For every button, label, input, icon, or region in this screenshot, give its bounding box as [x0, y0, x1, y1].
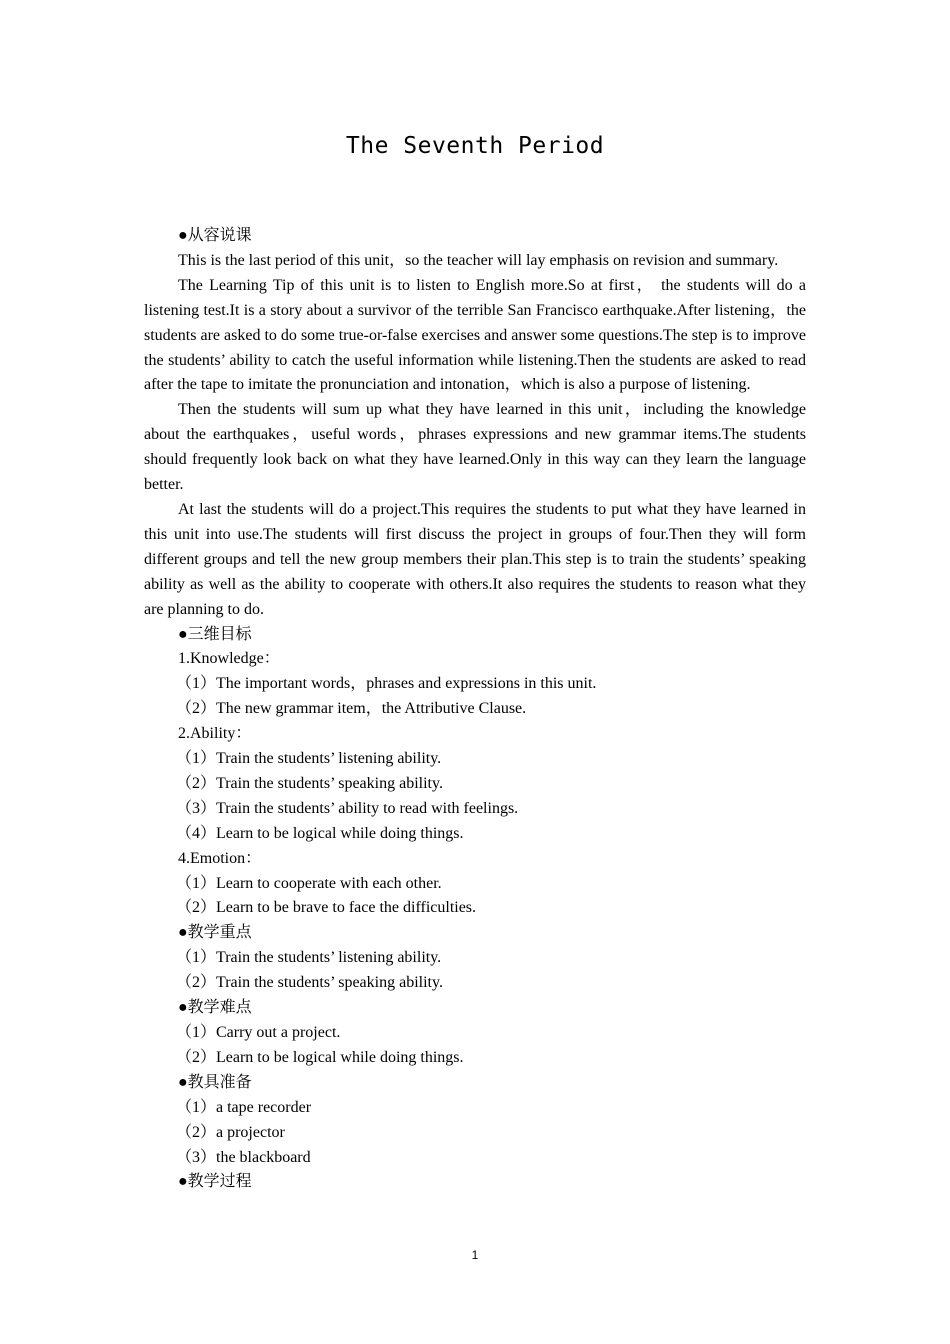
knowledge-heading: 1.Knowledge：: [178, 650, 280, 668]
paragraph-2: The Learning Tip of this unit is to listen to English more.So at first， the students will do a listening test.It is a story about a survivor of the terrible San Francisco earthquake.After listening，the students are asked to do some true-or-false exercises and answer some questions.The step is to improve the students’ ability to catch the useful information while listening.Then the students are asked to read after the tape to imitate the pronunciation and intonation，which is also a purpose of listening.: [144, 276, 806, 394]
section-heading-key-points: ●教学重点: [178, 924, 252, 942]
list-item: （1）a tape recorder: [176, 1098, 312, 1116]
section-heading-teaching-process: ●教学过程: [178, 1173, 252, 1191]
list-item: （1）The important words，phrases and expressions in this unit.: [176, 675, 597, 693]
section-heading-goals: ●三维目标: [178, 625, 252, 643]
list-item: （2）a projector: [176, 1123, 285, 1141]
list-item: （2）Train the students’ speaking ability.: [176, 974, 443, 992]
list-item: （3）the blackboard: [176, 1148, 311, 1166]
document-body: [144, 224, 806, 1195]
section-heading-intro: ●从容说课: [178, 227, 252, 244]
section-heading-teaching-aids: ●教具准备: [178, 1073, 252, 1091]
list-item: （2）Train the students’ speaking ability.: [176, 774, 443, 792]
list-item: （2）Learn to be logical while doing things.: [176, 1048, 464, 1066]
list-item: （1）Learn to cooperate with each other.: [176, 874, 442, 892]
page-title: The Seventh Period: [345, 133, 605, 159]
ability-heading: 2.Ability：: [178, 725, 252, 743]
paragraph-1: This is the last period of this unit，so the teacher will lay emphasis on revision and summary.: [178, 251, 779, 269]
list-item: （1）Carry out a project.: [176, 1024, 341, 1041]
list-item: （2）The new grammar item，the Attributive Clause.: [176, 700, 527, 718]
list-item: （2）Learn to be brave to face the difficulties.: [176, 899, 477, 917]
section-heading-difficult-points: ●教学难点: [178, 999, 252, 1017]
paragraph-4: At last the students will do a project.This requires the students to put what they have learned in this unit into use.The students will first discuss the project in groups of four.Then they will form different groups and tell the new group members their plan.This step is to train the students’ speaking ability as well as the ability to cooperate with others.It also requires the students to reason what they are planning to do.: [144, 500, 806, 618]
paragraph-3: Then the students will sum up what they have learned in this unit，including the knowledge about the earthquakes，useful words，phrases expressions and new grammar items.The students should frequently look back on what they have learned.Only in this way can they learn the language better.: [144, 401, 806, 494]
list-item: （1）Train the students’ listening ability.: [176, 949, 442, 967]
list-item: （4）Learn to be logical while doing things.: [176, 824, 464, 842]
emotion-heading: 4.Emotion：: [178, 849, 262, 867]
page-number: 1: [471, 1248, 479, 1262]
list-item: （1）Train the students’ listening ability.: [176, 750, 442, 768]
list-item: （3）Train the students’ ability to read with feelings.: [176, 799, 519, 817]
